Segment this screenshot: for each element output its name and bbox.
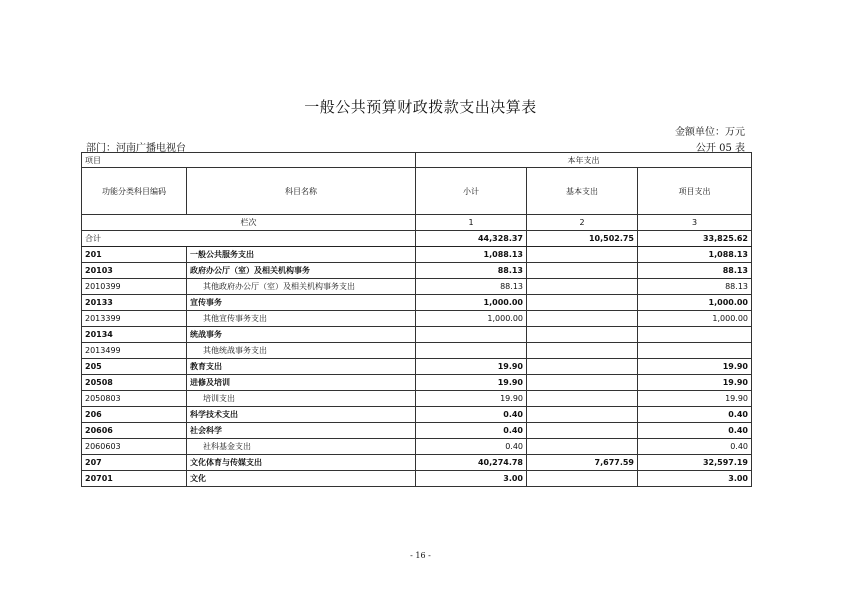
row-project: 19.90 — [638, 391, 752, 407]
row-basic — [527, 375, 638, 391]
row-code: 2013499 — [82, 343, 187, 359]
total-label: 合计 — [82, 231, 416, 247]
table-row — [82, 327, 752, 343]
row-code: 2050803 — [82, 391, 187, 407]
row-code: 206 — [82, 407, 187, 423]
row-code: 20606 — [82, 423, 187, 439]
row-subtotal: 3.00 — [416, 471, 527, 487]
row-code: 2013399 — [82, 311, 187, 327]
row-subtotal — [416, 327, 527, 343]
header-name: 科目名称 — [187, 168, 416, 215]
row-name: 统战事务 — [187, 327, 416, 343]
row-code: 205 — [82, 359, 187, 375]
row-basic: 7,677.59 — [527, 455, 638, 471]
row-project: 1,000.00 — [638, 295, 752, 311]
unit-label: 金额单位：万元 — [675, 127, 745, 138]
row-code: 2010399 — [82, 279, 187, 295]
header-row-2 — [82, 168, 752, 215]
department-label: 部门：河南广播电视台 — [86, 143, 186, 154]
table-row — [82, 423, 752, 439]
row-project — [638, 343, 752, 359]
row-project: 0.40 — [638, 423, 752, 439]
row-code: 20103 — [82, 263, 187, 279]
row-name: 文化 — [187, 471, 416, 487]
table-row — [82, 455, 752, 471]
row-project — [638, 327, 752, 343]
row-basic — [527, 439, 638, 455]
row-name: 进修及培训 — [187, 375, 416, 391]
header-code: 功能分类科目编码 — [82, 168, 187, 215]
row-subtotal: 40,274.78 — [416, 455, 527, 471]
table-row — [82, 279, 752, 295]
row-subtotal: 0.40 — [416, 423, 527, 439]
row-name: 教育支出 — [187, 359, 416, 375]
row-subtotal: 1,000.00 — [416, 295, 527, 311]
header-row-3 — [82, 215, 752, 231]
row-name: 培训支出 — [187, 391, 416, 407]
header-col2: 2 — [527, 215, 638, 231]
header-column-label: 栏次 — [82, 215, 416, 231]
table-row — [82, 359, 752, 375]
row-code: 201 — [82, 247, 187, 263]
row-project: 3.00 — [638, 471, 752, 487]
row-subtotal: 1,000.00 — [416, 311, 527, 327]
row-subtotal: 19.90 — [416, 359, 527, 375]
table-row — [82, 295, 752, 311]
total-basic: 10,502.75 — [527, 231, 638, 247]
row-basic — [527, 359, 638, 375]
row-basic — [527, 295, 638, 311]
row-project: 88.13 — [638, 263, 752, 279]
row-subtotal: 88.13 — [416, 263, 527, 279]
header-basic: 基本支出 — [527, 168, 638, 215]
table-row — [82, 375, 752, 391]
row-name: 宣传事务 — [187, 295, 416, 311]
row-name: 其他政府办公厅（室）及相关机构事务支出 — [187, 279, 416, 295]
row-name: 一般公共服务支出 — [187, 247, 416, 263]
total-project: 33,825.62 — [638, 231, 752, 247]
row-code: 207 — [82, 455, 187, 471]
row-basic — [527, 263, 638, 279]
row-name: 其他统战事务支出 — [187, 343, 416, 359]
row-subtotal: 19.90 — [416, 391, 527, 407]
table-row — [82, 391, 752, 407]
table-row — [82, 439, 752, 455]
row-project: 19.90 — [638, 375, 752, 391]
row-subtotal: 1,088.13 — [416, 247, 527, 263]
row-basic — [527, 327, 638, 343]
row-name: 其他宣传事务支出 — [187, 311, 416, 327]
row-project: 0.40 — [638, 439, 752, 455]
row-subtotal: 0.40 — [416, 407, 527, 423]
table-row — [82, 343, 752, 359]
row-basic — [527, 311, 638, 327]
row-basic — [527, 423, 638, 439]
header-project: 项目支出 — [638, 168, 752, 215]
row-project: 0.40 — [638, 407, 752, 423]
header-col3: 3 — [638, 215, 752, 231]
form-number: 公开 05 表 — [695, 143, 745, 154]
row-project: 1,000.00 — [638, 311, 752, 327]
row-name: 社会科学 — [187, 423, 416, 439]
row-subtotal: 0.40 — [416, 439, 527, 455]
header-row-1 — [82, 153, 752, 168]
table-row — [82, 247, 752, 263]
header-current-year: 本年支出 — [416, 153, 752, 168]
row-name: 社科基金支出 — [187, 439, 416, 455]
row-name: 科学技术支出 — [187, 407, 416, 423]
row-basic — [527, 407, 638, 423]
row-subtotal — [416, 343, 527, 359]
row-code: 20133 — [82, 295, 187, 311]
table-row — [82, 263, 752, 279]
row-basic — [527, 343, 638, 359]
header-item: 项目 — [82, 153, 416, 168]
row-basic — [527, 391, 638, 407]
row-project: 1,088.13 — [638, 247, 752, 263]
row-code: 20508 — [82, 375, 187, 391]
row-code: 2060603 — [82, 439, 187, 455]
table-row — [82, 471, 752, 487]
row-name: 政府办公厅（室）及相关机构事务 — [187, 263, 416, 279]
row-project: 88.13 — [638, 279, 752, 295]
expenditure-table — [81, 152, 752, 487]
table-row — [82, 311, 752, 327]
row-project: 32,597.19 — [638, 455, 752, 471]
page-number: - 16 - — [410, 551, 431, 560]
row-basic — [527, 279, 638, 295]
row-subtotal: 19.90 — [416, 375, 527, 391]
row-name: 文化体育与传媒支出 — [187, 455, 416, 471]
row-project: 19.90 — [638, 359, 752, 375]
row-code: 20134 — [82, 327, 187, 343]
table-row — [82, 407, 752, 423]
total-row — [82, 231, 752, 247]
row-basic — [527, 247, 638, 263]
row-code: 20701 — [82, 471, 187, 487]
total-subtotal: 44,328.37 — [416, 231, 527, 247]
page-title: 一般公共预算财政拨款支出决算表 — [304, 98, 537, 116]
row-subtotal: 88.13 — [416, 279, 527, 295]
header-col1: 1 — [416, 215, 527, 231]
row-basic — [527, 471, 638, 487]
header-subtotal: 小计 — [416, 168, 527, 215]
